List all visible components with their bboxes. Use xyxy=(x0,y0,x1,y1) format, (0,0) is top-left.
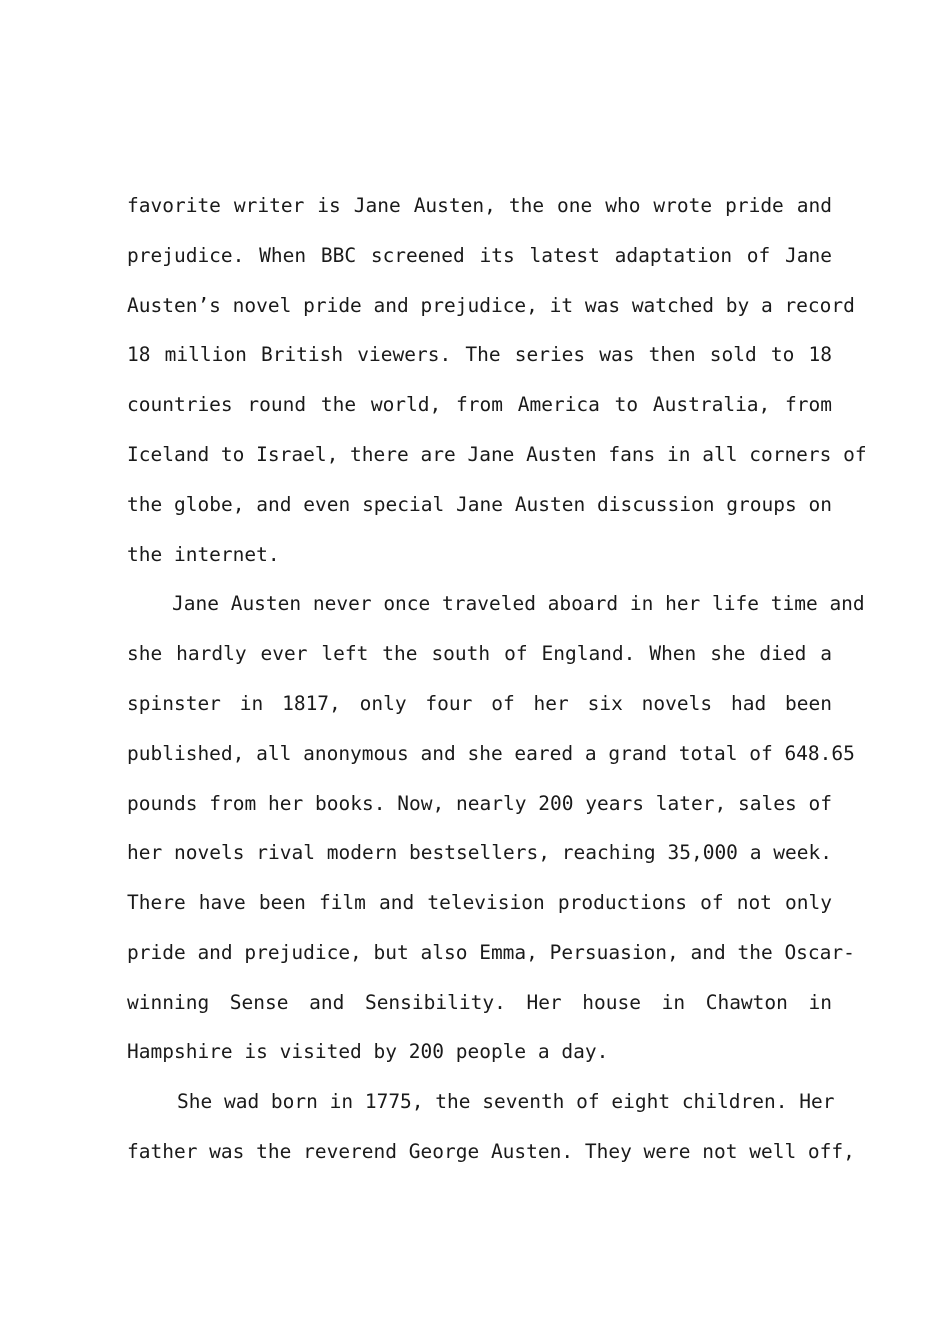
paragraph-1-line-3: Austen’s novel pride and prejudice, it was watched by a record xyxy=(127,294,855,317)
paragraph-1-line-2: prejudice. When BBC screened its latest adaptation of Jane xyxy=(127,244,832,267)
paragraph-2-line-9: winning Sense and Sensibility. Her house in Chawton in xyxy=(127,991,832,1014)
paragraph-1-line-8: the internet. xyxy=(127,543,280,566)
paragraph-2-line-5: pounds from her books. Now, nearly 200 years later, sales of xyxy=(127,792,832,815)
paragraph-2-line-4: published, all anonymous and she eared a grand total of 648.65 xyxy=(127,742,855,765)
paragraph-2-line-10: Hampshire is visited by 200 people a day. xyxy=(127,1040,609,1063)
paragraph-1-line-5: countries round the world, from America to Australia, from xyxy=(127,393,832,416)
paragraph-2-line-7: There have been film and television productions of not only xyxy=(127,891,832,914)
paragraph-1-line-4: 18 million British viewers. The series was then sold to 18 xyxy=(127,343,832,366)
paragraph-2-line-8: pride and prejudice, but also Emma, Persuasion, and the Oscar- xyxy=(127,941,855,964)
paragraph-1-line-1: favorite writer is Jane Austen, the one who wrote pride and xyxy=(127,194,832,217)
paragraph-2-line-1: Jane Austen never once traveled aboard in her life time and xyxy=(172,592,865,615)
paragraph-1-line-6: Iceland to Israel, there are Jane Austen fans in all corners of xyxy=(127,443,867,466)
paragraph-3-line-1: She wad born in 1775, the seventh of eight children. Her xyxy=(177,1090,835,1113)
paragraph-2-line-6: her novels rival modern bestsellers, reaching 35,000 a week. xyxy=(127,841,832,864)
paragraph-2-line-3: spinster in 1817, only four of her six novels had been xyxy=(127,692,832,715)
paragraph-3-line-2: father was the reverend George Austen. They were not well off, xyxy=(127,1140,855,1163)
paragraph-1-line-7: the globe, and even special Jane Austen discussion groups on xyxy=(127,493,832,516)
paragraph-2-line-2: she hardly ever left the south of England. When she died a xyxy=(127,642,832,665)
